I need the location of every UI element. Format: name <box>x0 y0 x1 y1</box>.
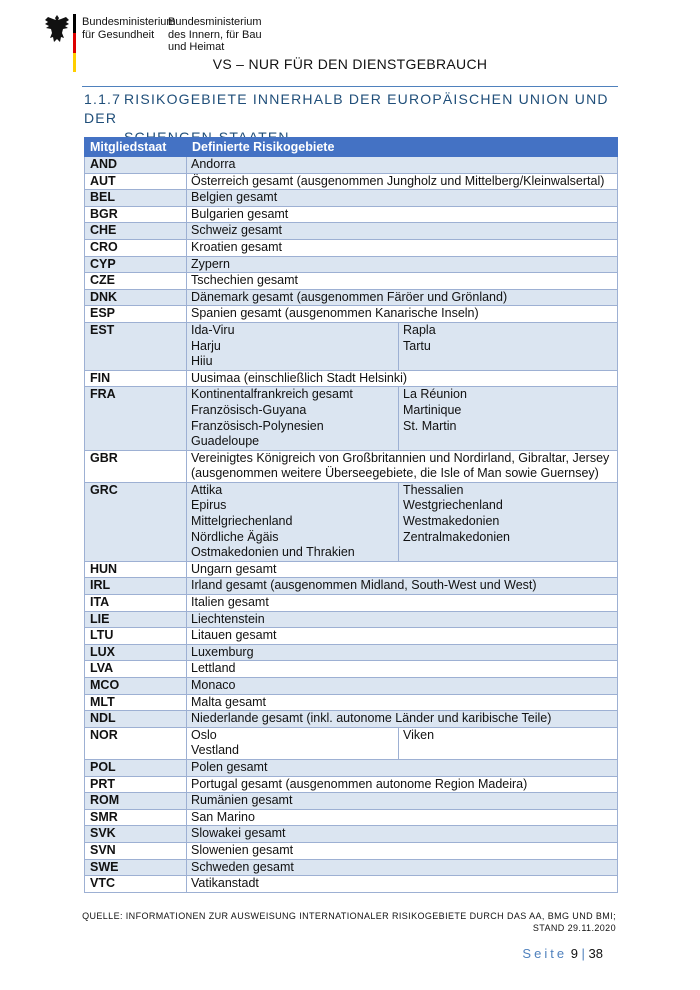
risk-area-line: Harju <box>191 338 221 353</box>
member-state-code: SWE <box>85 859 187 876</box>
risk-area-line: Polen gesamt <box>191 759 268 774</box>
section-number: 1.1.7 <box>84 91 122 107</box>
classification-label: VS – NUR FÜR DEN DIENSTGEBRAUCH <box>212 56 488 72</box>
table-row <box>85 826 618 843</box>
table-row <box>85 239 618 256</box>
risk-areas-cell <box>187 694 618 711</box>
risk-area-line: Guadeloupe <box>191 434 260 449</box>
member-state-code: ROM <box>85 793 187 810</box>
table-row <box>85 661 618 678</box>
member-state-code: PRT <box>85 776 187 793</box>
risk-area-line: Schweden gesamt <box>191 859 294 874</box>
risk-area-line: Malta gesamt <box>191 694 267 709</box>
risk-area-line: Thessalien <box>403 482 464 497</box>
table-body <box>85 157 618 893</box>
member-state-code: EST <box>85 322 187 370</box>
table-row <box>85 370 618 387</box>
risk-areas-cell <box>187 450 618 482</box>
risk-areas-cell-left <box>187 482 399 561</box>
risk-area-line: St. Martin <box>403 418 457 433</box>
member-state-code: BEL <box>85 190 187 207</box>
risk-areas-cell <box>187 256 618 273</box>
member-state-code: MCO <box>85 678 187 695</box>
member-state-code: GBR <box>85 450 187 482</box>
table-row <box>85 306 618 323</box>
risk-area-line: Bulgarien gesamt <box>191 206 289 221</box>
table-row <box>85 190 618 207</box>
risk-areas-cell <box>187 661 618 678</box>
table-row <box>85 842 618 859</box>
table-row <box>85 561 618 578</box>
risk-areas-cell <box>187 876 618 893</box>
table-row <box>85 809 618 826</box>
member-state-code: ITA <box>85 595 187 612</box>
table-row <box>85 387 618 450</box>
table-row <box>85 711 618 728</box>
page-total: 38 <box>588 946 603 961</box>
member-state-code: BGR <box>85 206 187 223</box>
risk-areas-cell-right <box>399 387 618 450</box>
risk-area-line: Andorra <box>191 157 236 171</box>
table-row <box>85 776 618 793</box>
risk-areas-cell <box>187 759 618 776</box>
page-word: Seite <box>522 946 568 961</box>
table-row <box>85 628 618 645</box>
risk-areas-cell <box>187 793 618 810</box>
table-row <box>85 450 618 482</box>
risk-area-line: Dänemark gesamt (ausgenommen Färöer und Grönland) <box>191 289 508 304</box>
table-row <box>85 173 618 190</box>
member-state-code: DNK <box>85 289 187 306</box>
table-row <box>85 678 618 695</box>
risk-area-line: Monaco <box>191 678 236 692</box>
risk-area-line: Slowenien gesamt <box>191 842 294 857</box>
member-state-code: NOR <box>85 727 187 759</box>
risk-area-line: Ida-Viru <box>191 322 235 337</box>
risk-areas-cell <box>187 776 618 793</box>
risk-area-line: Französisch-Polynesien <box>191 418 324 433</box>
member-state-code: SVK <box>85 826 187 843</box>
column-header-risk-areas: Definierte Risikogebiete <box>187 138 618 157</box>
risk-areas-cell-right <box>399 727 618 759</box>
risk-area-line: Belgien gesamt <box>191 190 278 205</box>
risk-area-line: Liechtenstein <box>191 611 265 626</box>
risk-areas-cell <box>187 578 618 595</box>
page-separator: | <box>577 946 589 961</box>
member-state-code: LVA <box>85 661 187 678</box>
member-state-code: MLT <box>85 694 187 711</box>
risk-areas-cell <box>187 273 618 290</box>
member-state-code: CYP <box>85 256 187 273</box>
section-divider <box>82 86 618 87</box>
member-state-code: ESP <box>85 306 187 323</box>
risk-area-line: Oslo <box>191 727 217 742</box>
risk-area-line: Schweiz gesamt <box>191 223 283 238</box>
member-state-code: AND <box>85 157 187 174</box>
page-number <box>522 946 603 961</box>
risk-areas-cell <box>187 157 618 174</box>
table-row <box>85 289 618 306</box>
source-note <box>82 910 616 934</box>
risk-areas-cell-left <box>187 387 399 450</box>
risk-area-line: Martinique <box>403 402 462 417</box>
member-state-code: LUX <box>85 644 187 661</box>
member-state-code: HUN <box>85 561 187 578</box>
risk-area-line: Uusimaa (einschließlich Stadt Helsinki) <box>191 370 408 385</box>
risk-areas-table <box>84 137 618 893</box>
risk-areas-cell <box>187 561 618 578</box>
risk-areas-cell <box>187 628 618 645</box>
risk-area-line: Vatikanstadt <box>191 876 259 891</box>
section-title-line1: RISIKOGEBIETE INNERHALB DER EUROPÄISCHEN UNION UND DER <box>84 91 609 126</box>
risk-area-line: Slowakei gesamt <box>191 826 286 841</box>
risk-areas-cell-right <box>399 482 618 561</box>
member-state-code: LIE <box>85 611 187 628</box>
risk-area-line: Französisch-Guyana <box>191 402 307 417</box>
risk-area-line: Mittelgriechenland <box>191 514 293 529</box>
risk-area-line: (ausgenommen weitere Überseegebiete, die Isle of Man sowie Guernsey) <box>191 466 599 481</box>
risk-area-line: Vestland <box>191 743 239 758</box>
ministry-interior-name: Bundesministerium des Innern, für Bau und Heimat <box>168 16 262 53</box>
risk-areas-cell <box>187 678 618 695</box>
risk-area-line: Hiiu <box>191 354 213 369</box>
risk-area-line: Lettland <box>191 661 236 676</box>
member-state-code: AUT <box>85 173 187 190</box>
risk-area-line: Ungarn gesamt <box>191 561 277 576</box>
table-row <box>85 578 618 595</box>
member-state-code: CRO <box>85 239 187 256</box>
member-state-code: POL <box>85 759 187 776</box>
table-header-row <box>85 138 618 157</box>
risk-area-line: Rumänien gesamt <box>191 793 293 808</box>
table-row <box>85 322 618 370</box>
table-row <box>85 223 618 240</box>
member-state-code: SVN <box>85 842 187 859</box>
risk-areas-cell <box>187 595 618 612</box>
risk-areas-cell <box>187 611 618 628</box>
risk-areas-cell <box>187 370 618 387</box>
risk-areas-cell <box>187 826 618 843</box>
risk-area-line: San Marino <box>191 809 255 824</box>
risk-area-line: Litauen gesamt <box>191 628 277 643</box>
risk-area-line: Niederlande gesamt (inkl. autonome Länder und karibische Teile) <box>191 711 552 726</box>
risk-area-line: Ostmakedonien und Thrakien <box>191 545 355 560</box>
table-row <box>85 793 618 810</box>
member-state-code: SMR <box>85 809 187 826</box>
table-row <box>85 206 618 223</box>
risk-area-line: Zypern <box>191 256 230 271</box>
table-row <box>85 157 618 174</box>
risk-area-line: Westgriechenland <box>403 498 503 513</box>
table-row <box>85 611 618 628</box>
risk-area-line: Kroatien gesamt <box>191 239 283 254</box>
risk-area-line: Spanien gesamt (ausgenommen Kanarische Inseln) <box>191 306 479 321</box>
risk-area-line: Epirus <box>191 498 227 513</box>
ministry-health-name: Bundesministerium für Gesundheit <box>82 16 176 41</box>
risk-areas-cell <box>187 859 618 876</box>
member-state-code: VTC <box>85 876 187 893</box>
risk-area-line: Rapla <box>403 322 436 337</box>
risk-area-line: Nördliche Ägäis <box>191 529 279 544</box>
member-state-code: CHE <box>85 223 187 240</box>
table-row <box>85 273 618 290</box>
table-row <box>85 482 618 561</box>
table-row <box>85 859 618 876</box>
risk-areas-cell <box>187 842 618 859</box>
risk-areas-cell <box>187 711 618 728</box>
source-line-1: QUELLE: INFORMATIONEN ZUR AUSWEISUNG INTERNATIONALER RISIKOGEBIETE DURCH DAS AA, BMG UND BMI; <box>82 911 616 921</box>
risk-area-line: Kontinentalfrankreich gesamt <box>191 387 353 402</box>
risk-areas-cell <box>187 306 618 323</box>
member-state-code: FIN <box>85 370 187 387</box>
risk-areas-cell-right <box>399 322 618 370</box>
risk-areas-cell <box>187 239 618 256</box>
table-row <box>85 727 618 759</box>
risk-areas-cell <box>187 173 618 190</box>
member-state-code: FRA <box>85 387 187 450</box>
risk-areas-cell <box>187 289 618 306</box>
member-state-code: NDL <box>85 711 187 728</box>
table-row <box>85 595 618 612</box>
risk-area-line: Westmakedonien <box>403 514 500 529</box>
risk-areas-cell <box>187 190 618 207</box>
risk-area-line: Zentralmakedonien <box>403 529 511 544</box>
member-state-code: CZE <box>85 273 187 290</box>
member-state-code: IRL <box>85 578 187 595</box>
risk-area-line: Tschechien gesamt <box>191 273 299 288</box>
page-current: 9 <box>570 946 578 961</box>
risk-areas-cell <box>187 206 618 223</box>
risk-area-line: La Réunion <box>403 387 467 402</box>
federal-eagle-icon <box>44 14 70 44</box>
risk-area-line: Vereinigtes Königreich von Großbritannien und Nordirland, Gibraltar, Jersey <box>191 450 610 465</box>
risk-area-line: Irland gesamt (ausgenommen Midland, South-West und West) <box>191 578 537 593</box>
table-row <box>85 256 618 273</box>
risk-area-line: Viken <box>403 727 435 742</box>
risk-area-line: Luxemburg <box>191 644 254 659</box>
table-row <box>85 876 618 893</box>
risk-area-line: Österreich gesamt (ausgenommen Jungholz und Mittelberg/Kleinwalsertal) <box>191 173 605 188</box>
risk-areas-cell-left <box>187 727 399 759</box>
risk-area-line: Italien gesamt <box>191 595 269 610</box>
member-state-code: GRC <box>85 482 187 561</box>
source-line-2: STAND 29.11.2020 <box>532 923 616 933</box>
risk-areas-cell <box>187 223 618 240</box>
table-row <box>85 694 618 711</box>
risk-areas-cell-left <box>187 322 399 370</box>
risk-area-line: Portugal gesamt (ausgenommen autonome Region Madeira) <box>191 776 528 791</box>
risk-area-line: Attika <box>191 482 223 497</box>
risk-area-line: Tartu <box>403 338 431 353</box>
table-row <box>85 644 618 661</box>
table-row <box>85 759 618 776</box>
risk-areas-cell <box>187 644 618 661</box>
member-state-code: LTU <box>85 628 187 645</box>
risk-areas-cell <box>187 809 618 826</box>
column-header-member-state: Mitgliedstaat <box>85 138 187 157</box>
